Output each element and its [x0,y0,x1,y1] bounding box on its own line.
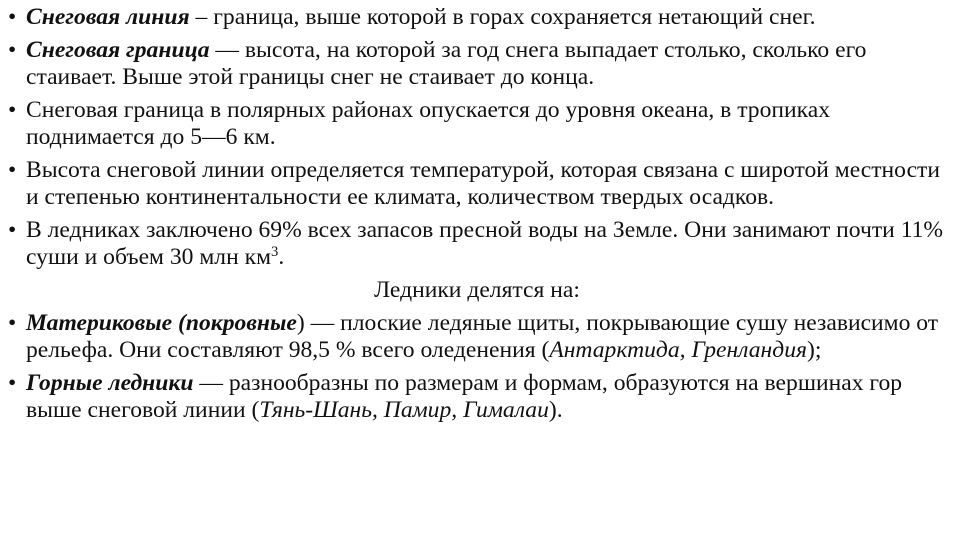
bullet-marker: • [8,310,17,337]
examples-mountain-glaciers: Тянь-Шань, Памир, Гималаи [259,397,549,424]
bullet-marker: • [8,157,17,184]
term-continental-glaciers: Материковые (покровные [26,310,297,337]
bullet-item-snow-line-height [8,157,946,211]
bullet-marker: • [8,37,17,64]
text-snow-line-height: Высота снеговой линии определяется температурой, которая связана с широтой местности и степенью континентальности ее климата, количеством твердых осадков. [26,157,940,210]
definition-snow-line: – граница, выше которой в горах сохраняется нетающий снег. [189,4,816,30]
term-snow-boundary: Снеговая граница [26,37,210,64]
bullet-item-snow-line [8,4,946,31]
bullet-marker: • [8,97,17,124]
superscript-cubic: 3 [271,243,279,260]
term-snow-line: Снеговая линия [26,4,190,30]
bullet-item-glacier-water [8,217,946,271]
text-polar-tropics: Снеговая граница в полярных районах опускается до уровня океана, в тропиках поднимается до 5—6 км. [26,97,831,150]
paren-close: ) [296,310,305,337]
bullet-item-snow-boundary [8,37,946,91]
bullet-marker: • [8,4,17,30]
subheading-glacier-types: Ледники делятся на: [374,277,580,304]
bullet-marker: • [8,370,17,397]
definition-mountain-glaciers: — разнообразны по размерам и формам, образуются на вершинах гор выше снеговой линии ( [26,370,903,424]
bullet-item-mountain-glaciers [8,370,946,424]
tail-continental-glaciers: ); [806,337,822,364]
text-glacier-water: В ледниках заключено 69% всех запасов пресной воды на Земле. Они занимают почти 11% суши и объем 30 млн км [26,217,944,270]
definition-continental-glaciers: — плоские ледяные щиты, покрывающие сушу независимо от рельефа. Они составляют 98,5 % всего оледенения ( [26,310,939,364]
definition-snow-boundary: — высота, на которой за год снега выпадает столько, сколько его стаивает. Выше этой границы снег не стаивает до конца. [26,37,867,90]
term-mountain-glaciers: Горные ледники [26,370,194,397]
bullet-item-continental-glaciers [8,310,946,364]
text-glacier-water-tail: . [278,243,285,270]
bullet-marker: • [8,217,17,244]
bullet-item-polar-tropics [8,97,946,151]
tail-mountain-glaciers: ). [548,397,563,424]
examples-continental-glaciers: Антарктида, Гренландия [549,337,807,364]
